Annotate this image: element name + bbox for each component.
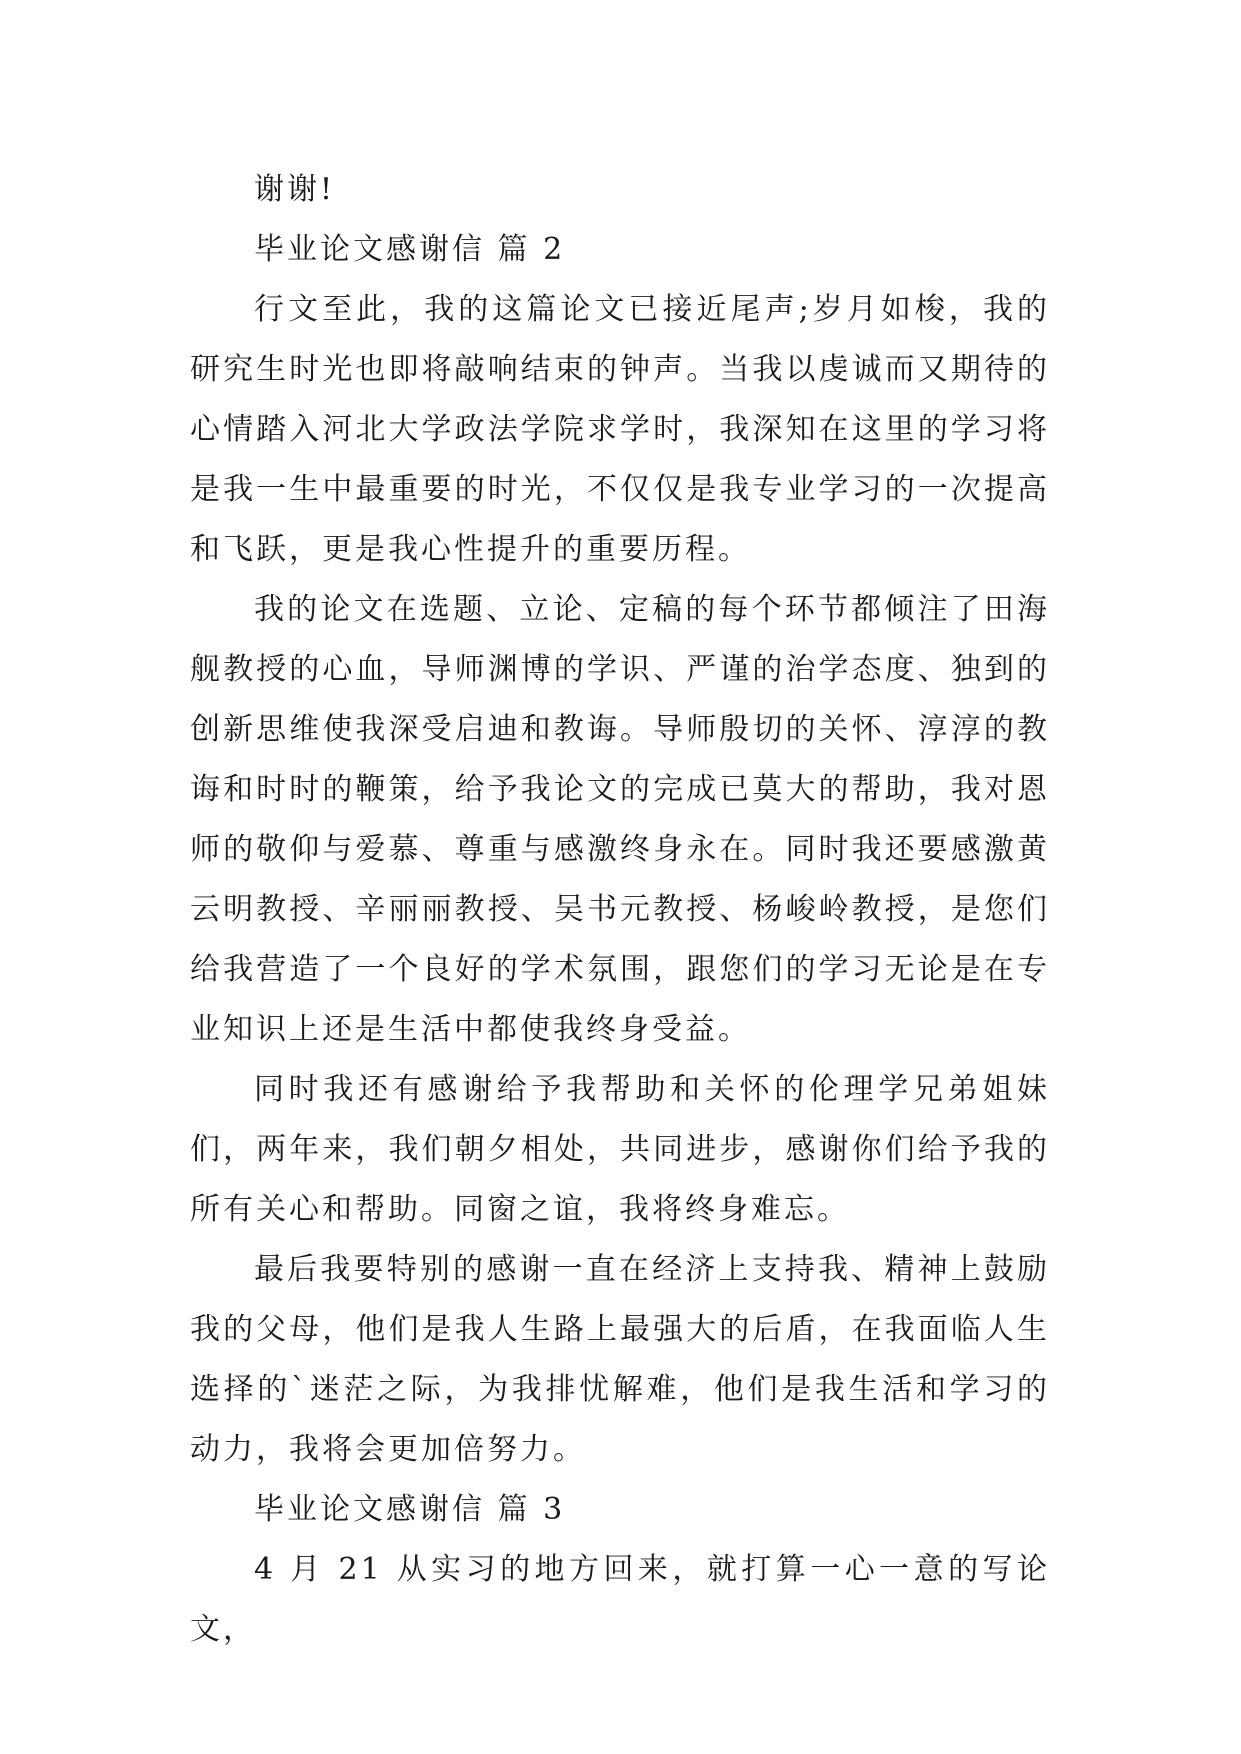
paragraph-4: 最后我要特别的感谢一直在经济上支持我、精神上鼓励我的父母，他们是我人生路上最强大的后盾，在我面临人生选择的`迷茫之际，为我排忧解难，他们是我生活和学习的动力，我将会更加倍努力。 (190, 1252, 1050, 1467)
closing-thanks: 谢谢! (254, 172, 336, 207)
paragraph-2: 我的论文在选题、立论、定稿的每个环节都倾注了田海舰教授的心血，导师渊博的学识、严谨的治学态度、独到的创新思维使我深受启迪和教诲。导师殷切的关怀、淳淳的教诲和时时的鞭策，给予我论文的完成已莫大的帮助，我对恩师的敬仰与爱慕、尊重与感激终身永在。同时我还要感激黄云明教授、辛丽丽教授、吴书元教授、杨峻岭教授，是您们给我营造了一个良好的学术氛围，跟您们的学习无论是在专业知识上还是生活中都使我终身受益。 (190, 592, 1050, 1047)
section-heading-2: 毕业论文感谢信 篇 2 (254, 232, 566, 267)
paragraph-1: 行文至此，我的这篇论文已接近尾声;岁月如梭，我的研究生时光也即将敲响结束的钟声。当我以虔诚而又期待的心情踏入河北大学政法学院求学时，我深知在这里的学习将是我一生中最重要的时光，不仅仅是我专业学习的一次提高和飞跃，更是我心性提升的重要历程。 (190, 292, 1050, 567)
paragraph-3: 同时我还有感谢给予我帮助和关怀的伦理学兄弟姐妹们，两年来，我们朝夕相处，共同进步，感谢你们给予我的所有关心和帮助。同窗之谊，我将终身难忘。 (190, 1072, 1050, 1227)
section-heading-3: 毕业论文感谢信 篇 3 (254, 1492, 566, 1527)
document-page (190, 160, 1050, 1660)
paragraph-5: 4 月 21 从实习的地方回来，就打算一心一意的写论文， (190, 1552, 1050, 1647)
